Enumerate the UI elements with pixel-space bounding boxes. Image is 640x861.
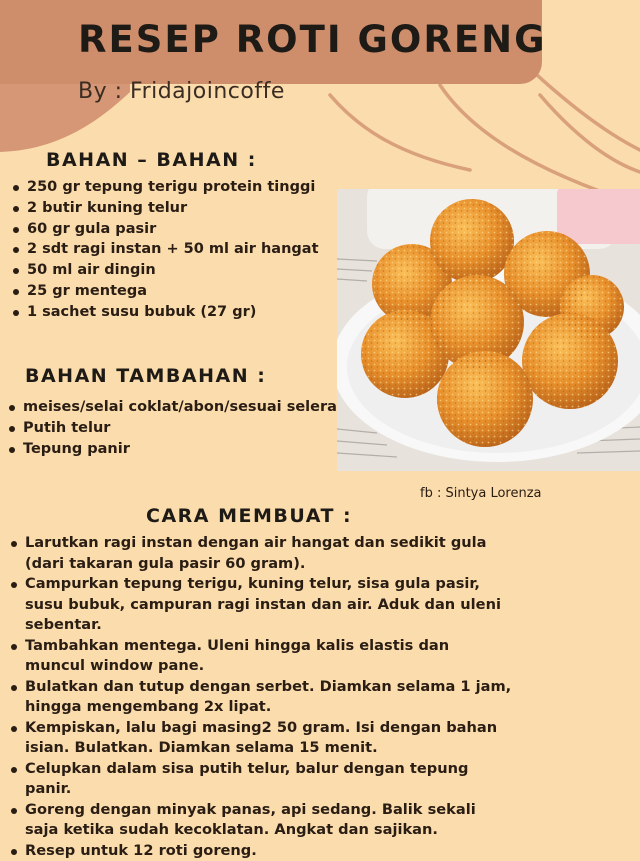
- extra-ingredients-list: [6, 397, 337, 460]
- list-item: Celupkan dalam sisa putih telur, balur dengan tepung panir.: [8, 759, 513, 800]
- page-title: RESEP ROTI GORENG: [78, 18, 546, 61]
- list-item: 25 gr mentega: [10, 281, 319, 302]
- list-item: 50 ml air dingin: [10, 260, 319, 281]
- author-byline: By : Fridajoincoffe: [78, 79, 285, 104]
- list-item: Goreng dengan minyak panas, api sedang. Balik sekali saja ketika sudah kecoklatan. Angkat dan sajikan.: [8, 800, 513, 841]
- list-item: meises/selai coklat/abon/sesuai selera: [6, 397, 337, 418]
- ingredients-heading: BAHAN – BAHAN :: [46, 149, 257, 171]
- list-item: Kempiskan, lalu bagi masing2 50 gram. Isi dengan bahan isian. Bulatkan. Diamkan selama 15 menit.: [8, 718, 513, 759]
- steps-list: [8, 533, 513, 861]
- list-item: Tambahkan mentega. Uleni hingga kalis elastis dan muncul window pane.: [8, 636, 513, 677]
- list-item: 250 gr tepung terigu protein tinggi: [10, 177, 319, 198]
- list-item: 2 butir kuning telur: [10, 198, 319, 219]
- fried-bread-illustration: [337, 189, 640, 471]
- list-item: Tepung panir: [6, 439, 337, 460]
- list-item: Putih telur: [6, 418, 337, 439]
- list-item: 60 gr gula pasir: [10, 219, 319, 240]
- list-item: 2 sdt ragi instan + 50 ml air hangat: [10, 239, 319, 260]
- list-item: Campurkan tepung terigu, kuning telur, sisa gula pasir, susu bubuk, campuran ragi instan dan air. Aduk dan uleni sebentar.: [8, 574, 513, 636]
- ingredients-list: [10, 177, 319, 323]
- list-item: Resep untuk 12 roti goreng.: [8, 841, 513, 861]
- fried-bread-photo: [337, 189, 640, 471]
- steps-heading: CARA MEMBUAT :: [146, 505, 352, 527]
- photo-credit: fb : Sintya Lorenza: [420, 486, 542, 501]
- list-item: 1 sachet susu bubuk (27 gr): [10, 302, 319, 323]
- list-item: Larutkan ragi instan dengan air hangat dan sedikit gula (dari takaran gula pasir 60 gram).: [8, 533, 513, 574]
- list-item: Bulatkan dan tutup dengan serbet. Diamkan selama 1 jam, hingga mengembang 2x lipat.: [8, 677, 513, 718]
- extra-ingredients-heading: BAHAN TAMBAHAN :: [25, 365, 266, 387]
